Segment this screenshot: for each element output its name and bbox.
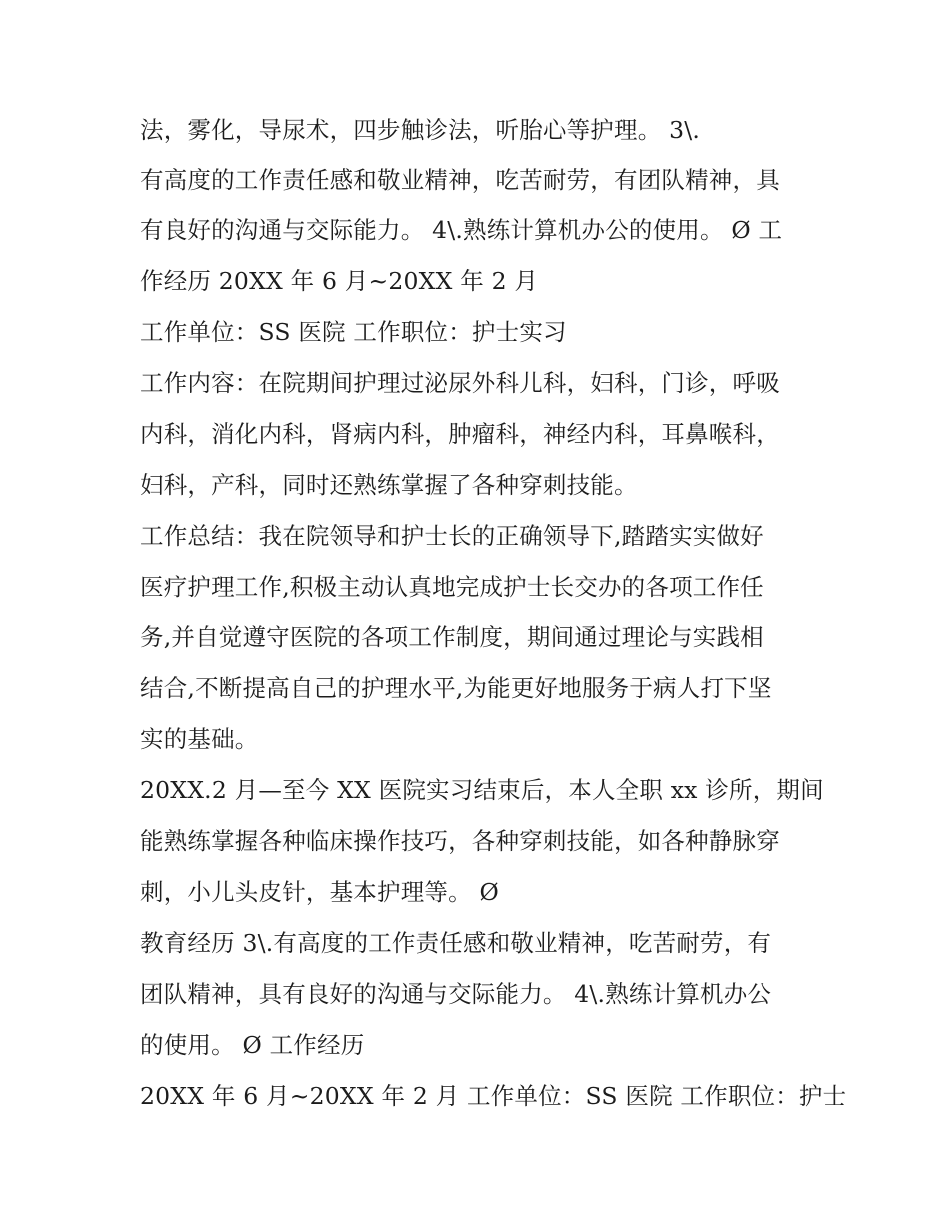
- text-line-20: 20XX 年 6 月~20XX 年 2 月 工作单位：SS 医院 工作职位：护士: [140, 1082, 847, 1110]
- text-line-7: 内科，消化内科，肾病内科，肿瘤科，神经内科，耳鼻喉科，: [140, 420, 780, 448]
- text-line-11: 务,并自觉遵守医院的各项工作制度，期间通过理论与实践相: [140, 623, 764, 651]
- text-line-9: 工作总结：我在院领导和护士长的正确领导下,踏踏实实做好: [140, 522, 764, 550]
- text-line-6: 工作内容：在院期间护理过泌尿外科儿科，妇科，门诊，呼吸: [140, 369, 780, 397]
- text-line-2: 有高度的工作责任感和敬业精神，吃苦耐劳，有团队精神，具: [140, 166, 780, 194]
- text-line-18: 团队精神，具有良好的沟通与交际能力。 4\.熟练计算机办公: [140, 980, 772, 1008]
- text-line-3: 有良好的沟通与交际能力。 4\.熟练计算机办公的使用。 Ø 工: [140, 216, 783, 244]
- text-line-17: 教育经历 3\.有高度的工作责任感和敬业精神，吃苦耐劳，有: [140, 929, 772, 957]
- text-line-12: 结合,不断提高自己的护理水平,为能更好地服务于病人打下坚: [140, 674, 772, 702]
- text-line-8: 妇科，产科，同时还熟练掌握了各种穿刺技能。: [140, 471, 638, 499]
- text-line-14: 20XX.2 月—至今 XX 医院实习结束后，本人全职 xx 诊所，期间: [140, 776, 824, 804]
- text-line-5: 工作单位：SS 医院 工作职位：护士实习: [140, 318, 567, 346]
- text-line-10: 医疗护理工作,积极主动认真地完成护士长交办的各项工作任: [140, 573, 764, 601]
- text-line-4: 作经历 20XX 年 6 月~20XX 年 2 月: [140, 267, 539, 295]
- text-line-19: 的使用。 Ø 工作经历: [140, 1031, 365, 1059]
- text-line-13: 实的基础。: [140, 725, 259, 753]
- text-line-16: 刺，小儿头皮针，基本护理等。 Ø: [140, 878, 499, 906]
- text-line-15: 能熟练掌握各种临床操作技巧，各种穿刺技能，如各种静脉穿: [140, 827, 780, 855]
- text-line-1: 法，雾化，导尿术，四步触诊法，听胎心等护理。 3\.: [140, 116, 701, 144]
